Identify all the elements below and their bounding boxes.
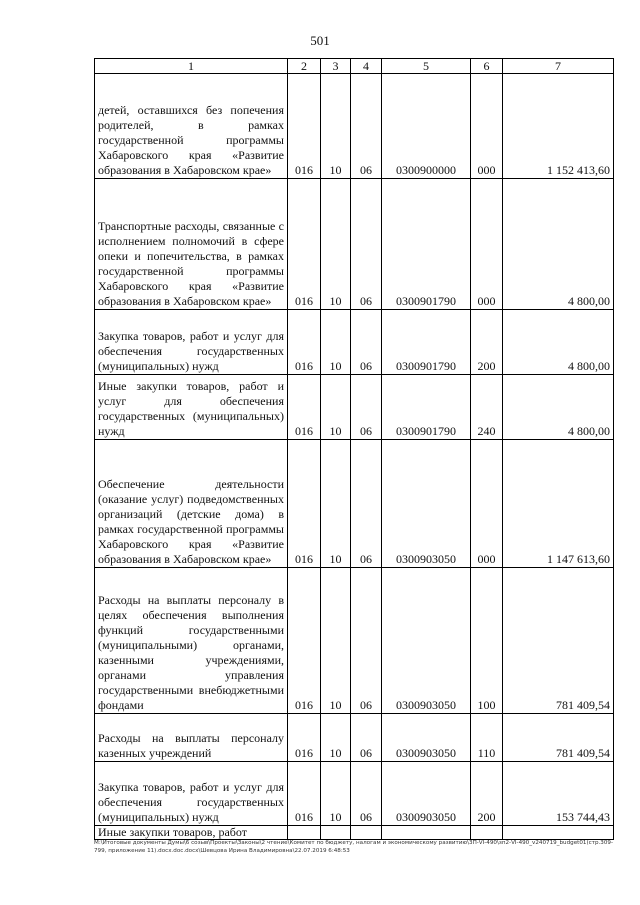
row-name: Иные закупки товаров, работ и услуг для обеспечения государственных (муниципальных) нужд	[95, 375, 288, 440]
empty-cell	[503, 826, 614, 840]
ministry-code: 016	[288, 74, 321, 179]
column-header: 5	[382, 59, 471, 74]
page-number: 501	[310, 33, 330, 48]
section-code: 10	[321, 714, 351, 762]
expense-type-code: 200	[471, 310, 503, 375]
amount: 1 147 613,60	[503, 440, 614, 568]
ministry-code: 016	[288, 375, 321, 440]
row-name: Транспортные расходы, связанные с исполнением полномочий в сфере опеки и попечительства, в рамках государственной программы Хабаровского края «Развитие образования в Хабаровском крае»	[95, 179, 288, 310]
subsection-code: 06	[351, 179, 382, 310]
target-code: 0300901790	[382, 310, 471, 375]
empty-cell	[471, 826, 503, 840]
target-code: 0300903050	[382, 440, 471, 568]
subsection-code: 06	[351, 375, 382, 440]
section-code: 10	[321, 179, 351, 310]
section-code: 10	[321, 310, 351, 375]
budget-table	[94, 58, 614, 840]
row-name: Расходы на выплаты персоналу казенных учреждений	[95, 714, 288, 762]
column-header: 2	[288, 59, 321, 74]
table-row	[95, 310, 614, 375]
row-name: Иные закупки товаров, работ	[95, 826, 288, 840]
expense-type-code: 000	[471, 74, 503, 179]
amount: 4 800,00	[503, 375, 614, 440]
subsection-code: 06	[351, 568, 382, 714]
column-header: 3	[321, 59, 351, 74]
row-name: Обеспечение деятельности (оказание услуг) подведомственных организаций (детские дома) в рамках государственной программы Хабаровского края «Развитие образования в Хабаровском крае»	[95, 440, 288, 568]
table-row	[95, 375, 614, 440]
subsection-code: 06	[351, 74, 382, 179]
table-row	[95, 568, 614, 714]
expense-type-code: 000	[471, 440, 503, 568]
amount: 4 800,00	[503, 179, 614, 310]
amount: 153 744,43	[503, 762, 614, 826]
section-code: 10	[321, 440, 351, 568]
ministry-code: 016	[288, 179, 321, 310]
empty-cell	[351, 826, 382, 840]
ministry-code: 016	[288, 568, 321, 714]
table-row-partial	[95, 826, 614, 840]
row-name: Расходы на выплаты персоналу в целях обеспечения выполнения функций государственными (муниципальными) органами, казенными учреждениями, органами управления государственными внебюджетными фондами	[95, 568, 288, 714]
ministry-code: 016	[288, 714, 321, 762]
target-code: 0300900000	[382, 74, 471, 179]
table-row	[95, 440, 614, 568]
table-row	[95, 74, 614, 179]
document-path-footer: M:\Итоговые документы Думы\6 созыв\Проекты\Законы\2 чтение\Комитет по бюджету, налогам и экономическому развитию\3П-VI-490\зп2-VI-490_v240719_budget01(стр.309-799, приложение 11).docx.doc.docx\Шевцова Ирина Владимировна\22.07.2019 6:48:53	[94, 840, 613, 854]
ministry-code: 016	[288, 762, 321, 826]
column-header: 6	[471, 59, 503, 74]
expense-type-code: 100	[471, 568, 503, 714]
table-header-row	[95, 59, 614, 74]
empty-cell	[288, 826, 321, 840]
column-header: 4	[351, 59, 382, 74]
subsection-code: 06	[351, 310, 382, 375]
target-code: 0300903050	[382, 568, 471, 714]
column-header: 1	[95, 59, 288, 74]
empty-cell	[382, 826, 471, 840]
target-code: 0300901790	[382, 375, 471, 440]
table-row	[95, 714, 614, 762]
section-code: 10	[321, 74, 351, 179]
subsection-code: 06	[351, 714, 382, 762]
amount: 1 152 413,60	[503, 74, 614, 179]
section-code: 10	[321, 762, 351, 826]
row-name: Закупка товаров, работ и услуг для обеспечения государственных (муниципальных) нужд	[95, 310, 288, 375]
row-name: Закупка товаров, работ и услуг для обеспечения государственных (муниципальных) нужд	[95, 762, 288, 826]
amount: 781 409,54	[503, 714, 614, 762]
amount: 4 800,00	[503, 310, 614, 375]
empty-cell	[321, 826, 351, 840]
target-code: 0300901790	[382, 179, 471, 310]
column-header: 7	[503, 59, 614, 74]
section-code: 10	[321, 568, 351, 714]
expense-type-code: 000	[471, 179, 503, 310]
table-row	[95, 179, 614, 310]
expense-type-code: 110	[471, 714, 503, 762]
amount: 781 409,54	[503, 568, 614, 714]
expense-type-code: 240	[471, 375, 503, 440]
subsection-code: 06	[351, 440, 382, 568]
row-name: детей, оставшихся без попечения родителей, в рамках государственной программы Хабаровского края «Развитие образования в Хабаровском крае»	[95, 74, 288, 179]
target-code: 0300903050	[382, 714, 471, 762]
target-code: 0300903050	[382, 762, 471, 826]
expense-type-code: 200	[471, 762, 503, 826]
section-code: 10	[321, 375, 351, 440]
ministry-code: 016	[288, 310, 321, 375]
ministry-code: 016	[288, 440, 321, 568]
table-row	[95, 762, 614, 826]
subsection-code: 06	[351, 762, 382, 826]
